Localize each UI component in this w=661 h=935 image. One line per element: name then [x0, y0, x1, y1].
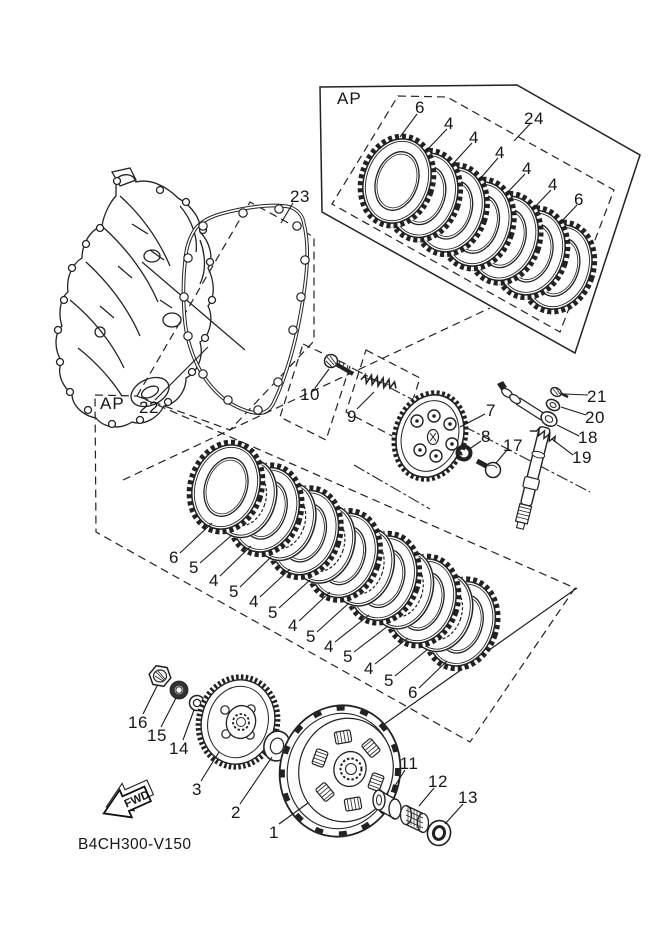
callout-stack-5b: 5: [229, 582, 239, 601]
callout-plate-4-3: 4: [495, 143, 505, 162]
callout-13: 13: [458, 788, 478, 807]
ap-label-main-box: AP: [100, 394, 125, 413]
clutch-boss-1: [265, 691, 416, 851]
callout-stack-4a: 4: [209, 571, 219, 590]
clutch-cover-gasket: [180, 205, 309, 414]
callout-3: 3: [192, 780, 202, 799]
callout-12: 12: [428, 772, 448, 791]
bearing-washer-8: [458, 447, 471, 460]
callout-20: 20: [585, 408, 605, 427]
fwd-arrow-label: FWD: [122, 788, 152, 811]
lever-screw-21: [549, 386, 568, 398]
cover-projection-line: [142, 262, 245, 350]
callout-14: 14: [169, 739, 189, 758]
callout-plate-4-1: 4: [444, 114, 454, 133]
clutch-spring-bolt: [325, 355, 354, 375]
pressure-plate-assembly: [381, 381, 480, 491]
callout-stack-4e: 4: [364, 659, 374, 678]
ap-label-top-box: AP: [337, 89, 362, 108]
callout-plate-4-5: 4: [548, 175, 558, 194]
callout-8: 8: [481, 427, 491, 446]
callout-stack-5c: 5: [268, 603, 278, 622]
callout-stack-5f: 5: [384, 671, 394, 690]
fwd-arrow: [96, 774, 159, 828]
callout-9: 9: [347, 407, 357, 426]
push-rod-pin-17: [477, 461, 501, 478]
callout-11: 11: [399, 754, 419, 773]
callout-stack-6a: 6: [169, 548, 179, 567]
callout-stack-4c: 4: [288, 616, 298, 635]
callout-22: 22: [139, 398, 159, 417]
callout-10: 10: [300, 385, 320, 404]
callout-7: 7: [486, 401, 496, 420]
callout-23: 23: [290, 187, 310, 206]
main-plate-stack: [176, 431, 511, 680]
lever-washer-20: [544, 397, 561, 413]
callout-18: 18: [578, 428, 598, 447]
callout-stack-5a: 5: [189, 558, 199, 577]
hub-nut-16: [149, 666, 171, 687]
callout-stack-5e: 5: [343, 647, 353, 666]
top-plate-stack: [347, 125, 607, 323]
callout-plate-4-4: 4: [522, 159, 532, 178]
callout-stack-4b: 4: [249, 592, 259, 611]
pressure-group-axis: [352, 368, 590, 492]
callout-plate-6-left: 6: [415, 98, 425, 117]
callout-21: 21: [587, 387, 607, 406]
callout-plate-6-right: 6: [574, 190, 584, 209]
gasket-box-23: [137, 202, 314, 430]
callout-stack-4d: 4: [324, 637, 334, 656]
callout-stack-6b: 6: [408, 683, 418, 702]
needle-bearing-12: [401, 806, 429, 834]
callout-plate-4-2: 4: [469, 128, 479, 147]
crankcase-cover-art: [55, 168, 216, 428]
callout-stack-5d: 5: [306, 627, 316, 646]
callout-24: 24: [524, 109, 544, 128]
callout-2: 2: [231, 803, 241, 822]
callout-19: 19: [572, 448, 592, 467]
drawing-code: B4CH300-V150: [78, 836, 192, 853]
lock-washer-15: [170, 681, 188, 699]
callout-16: 16: [128, 713, 148, 732]
clutch-spring: [361, 373, 398, 390]
callout-17: 17: [503, 436, 523, 455]
callout-15: 15: [147, 726, 167, 745]
callout-1: 1: [269, 823, 279, 842]
